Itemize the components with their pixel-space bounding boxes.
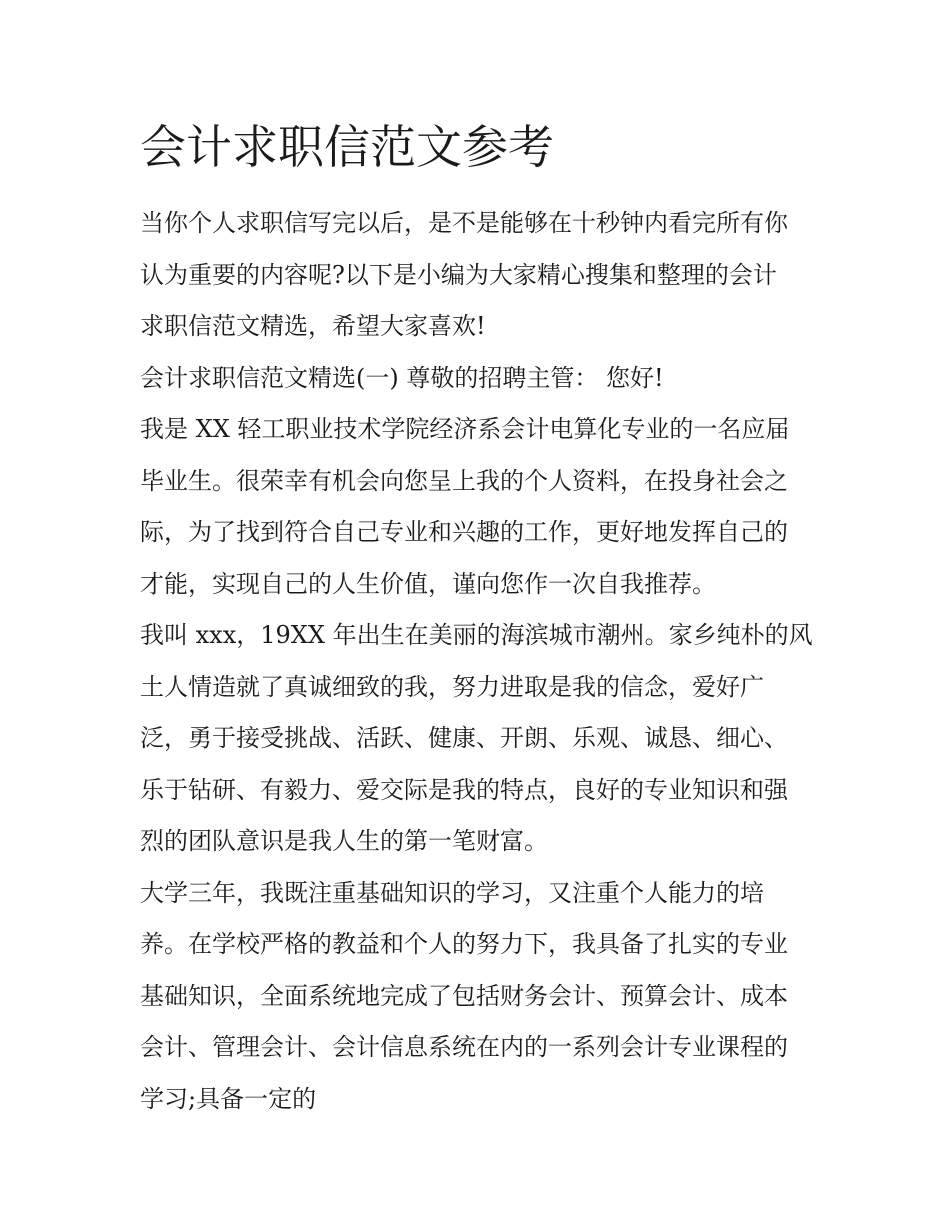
body-line: 求职信范文精选，希望大家喜欢!	[140, 312, 486, 340]
body-line: 我叫 xxx，19XX 年出生在美丽的海滨城市潮州。家乡纯朴的风	[140, 621, 813, 649]
body-line: 基础知识，全面系统地完成了包括财务会计、预算会计、成本	[140, 981, 788, 1010]
body-line: 会计求职信范文精选(一) 尊敬的招聘主管： 您好!	[140, 363, 664, 392]
body-line: 乐于钻研、有毅力、爱交际是我的特点，良好的专业知识和强	[140, 775, 788, 804]
body-line: 当你个人求职信写完以后，是不是能够在十秒钟内看完所有你	[140, 209, 788, 237]
body-line: 才能，实现自己的人生价值，谨向您作一次自我推荐。	[140, 569, 716, 598]
body-line: 养。在学校严格的教益和个人的努力下，我具备了扎实的专业	[140, 930, 788, 958]
body-line: 我是 XX 轻工职业技术学院经济系会计电算化专业的一名应届	[140, 415, 790, 443]
body-line: 会计、管理会计、会计信息系统在内的一系列会计专业课程的	[140, 1033, 788, 1061]
body-line: 认为重要的内容呢?以下是小编为大家精心搜集和整理的会计	[140, 260, 777, 289]
document-title: 会计求职信范文参考	[140, 120, 554, 174]
document-body	[140, 198, 830, 1125]
body-line: 土人情造就了真诚细致的我，努力进取是我的信念，爱好广	[140, 672, 764, 701]
body-line: 学习;具备一定的	[140, 1084, 317, 1113]
body-line: 毕业生。很荣幸有机会向您呈上我的个人资料，在投身社会之	[140, 466, 788, 495]
body-line: 际，为了找到符合自己专业和兴趣的工作，更好地发挥自己的	[140, 518, 788, 546]
body-line: 烈的团队意识是我人生的第一笔财富。	[140, 827, 548, 855]
body-line: 泛，勇于接受挑战、活跃、健康、开朗、乐观、诚恳、细心、	[140, 724, 788, 752]
body-line: 大学三年，我既注重基础知识的学习，又注重个人能力的培	[140, 878, 764, 907]
